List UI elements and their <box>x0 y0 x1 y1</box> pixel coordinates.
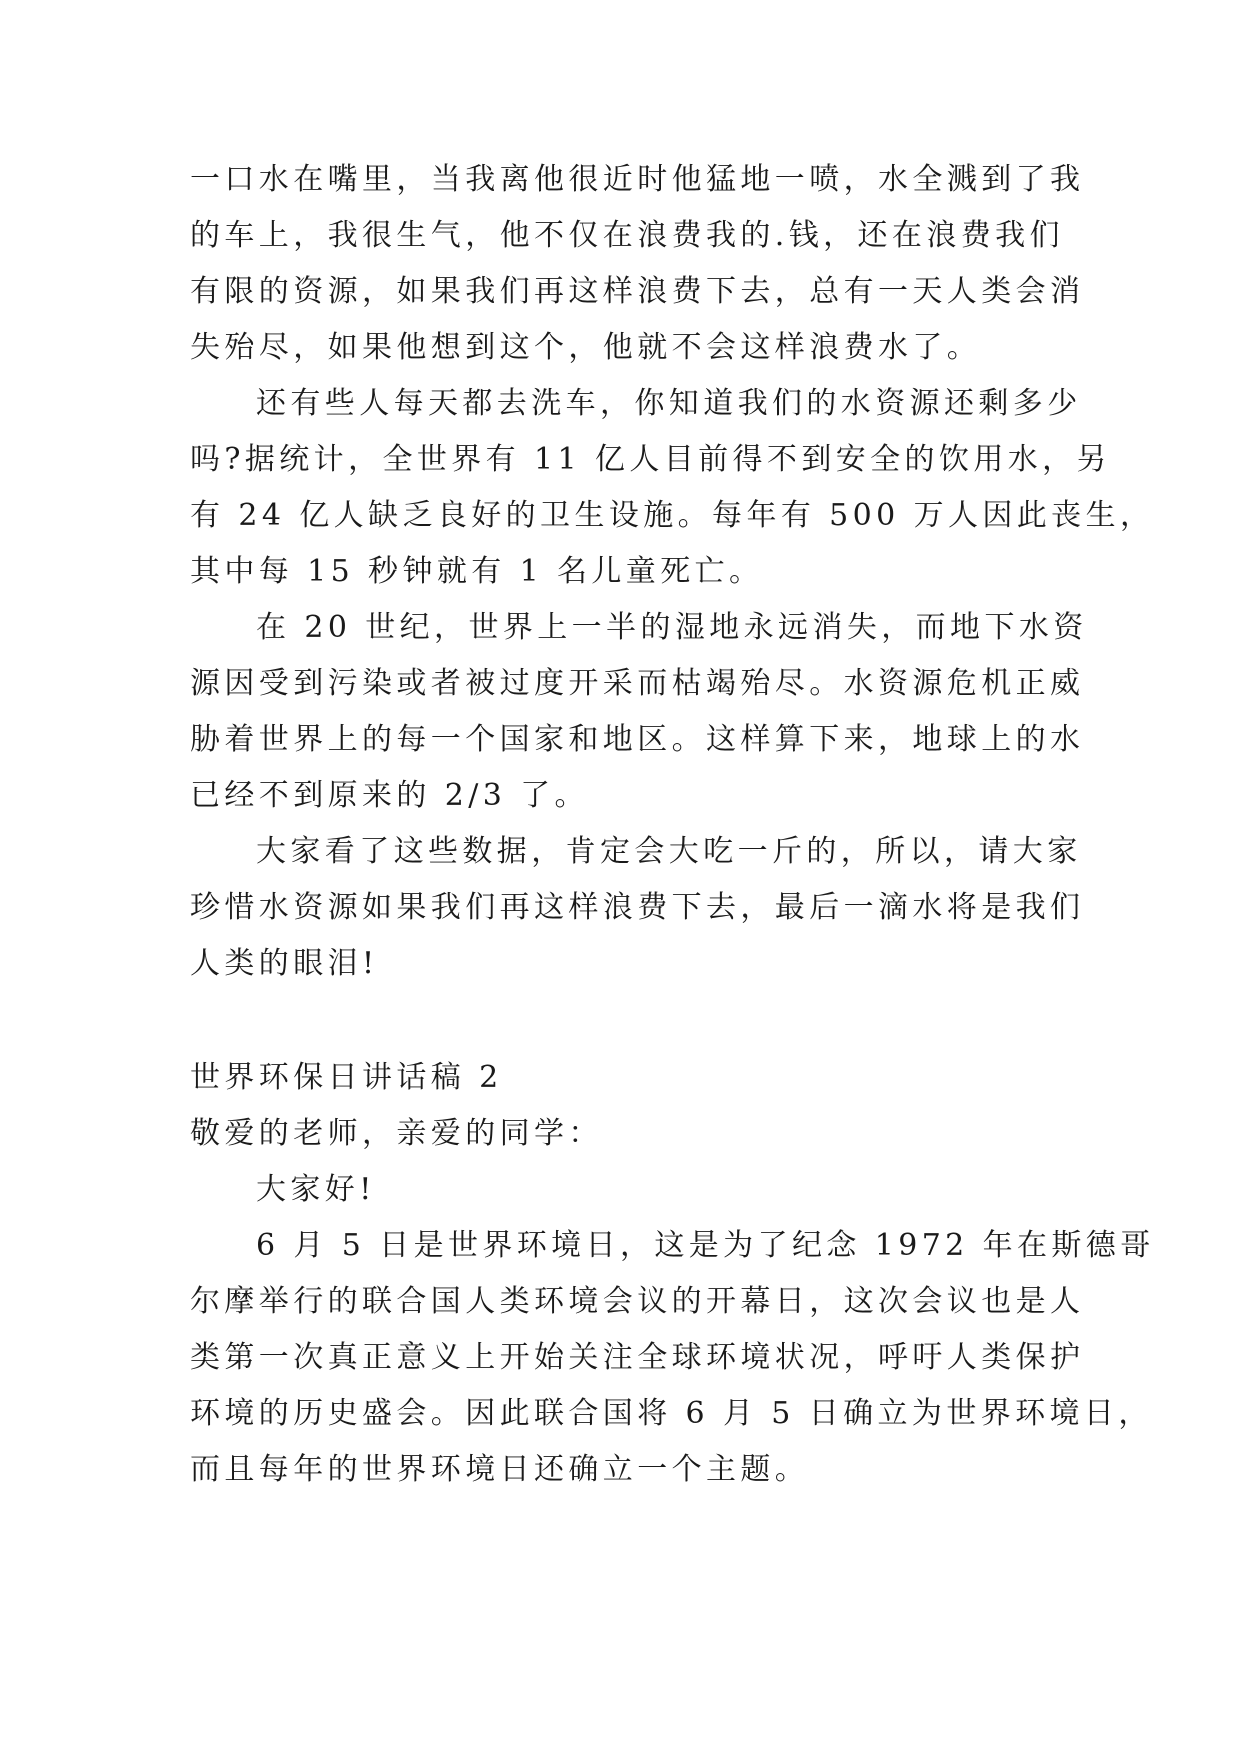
paragraph-line: 吗?据统计，全世界有 11 亿人目前得不到安全的饮用水，另 <box>190 442 1111 477</box>
paragraph-line: 在 20 世纪，世界上一半的湿地永远消失，而地下水资 <box>256 610 1088 645</box>
paragraph-line: 胁着世界上的每一个国家和地区。这样算下来，地球上的水 <box>190 722 1085 757</box>
paragraph-line: 源因受到污染或者被过度开采而枯竭殆尽。水资源危机正威 <box>190 666 1085 701</box>
paragraph-line: 珍惜水资源如果我们再这样浪费下去，最后一滴水将是我们 <box>190 890 1085 925</box>
paragraph-line: 尔摩举行的联合国人类环境会议的开幕日，这次会议也是人 <box>190 1284 1085 1319</box>
paragraph-line: 6 月 5 日是世界环境日，这是为了纪念 1972 年在斯德哥 <box>256 1228 1155 1263</box>
greeting: 大家好! <box>256 1172 376 1207</box>
paragraph-line: 还有些人每天都去洗车，你知道我们的水资源还剩多少 <box>256 386 1082 421</box>
section-title: 世界环保日讲话稿 2 <box>190 1060 503 1095</box>
paragraph-line: 类第一次真正意义上开始关注全球环境状况，呼吁人类保护 <box>190 1340 1085 1375</box>
paragraph-line: 有限的资源，如果我们再这样浪费下去，总有一天人类会消 <box>190 274 1085 309</box>
paragraph-line: 环境的历史盛会。因此联合国将 6 月 5 日确立为世界环境日， <box>190 1396 1153 1431</box>
paragraph-line: 已经不到原来的 2/3 了。 <box>190 778 589 813</box>
salutation: 敬爱的老师，亲爱的同学： <box>190 1116 603 1151</box>
paragraph-line: 一口水在嘴里，当我离他很近时他猛地一喷，水全溅到了我 <box>190 162 1085 197</box>
paragraph-line: 而且每年的世界环境日还确立一个主题。 <box>190 1452 810 1487</box>
paragraph-line: 的车上，我很生气，他不仅在浪费我的.钱，还在浪费我们 <box>190 218 1064 253</box>
paragraph-line: 有 24 亿人缺乏良好的卫生设施。每年有 500 万人因此丧生， <box>190 498 1155 533</box>
paragraph-line: 失殆尽，如果他想到这个，他就不会这样浪费水了。 <box>190 330 982 365</box>
paragraph-line: 人类的眼泪! <box>190 946 379 981</box>
paragraph-line: 其中每 15 秒钟就有 1 名儿童死亡。 <box>190 554 764 589</box>
paragraph-line: 大家看了这些数据，肯定会大吃一斤的，所以，请大家 <box>256 834 1082 869</box>
